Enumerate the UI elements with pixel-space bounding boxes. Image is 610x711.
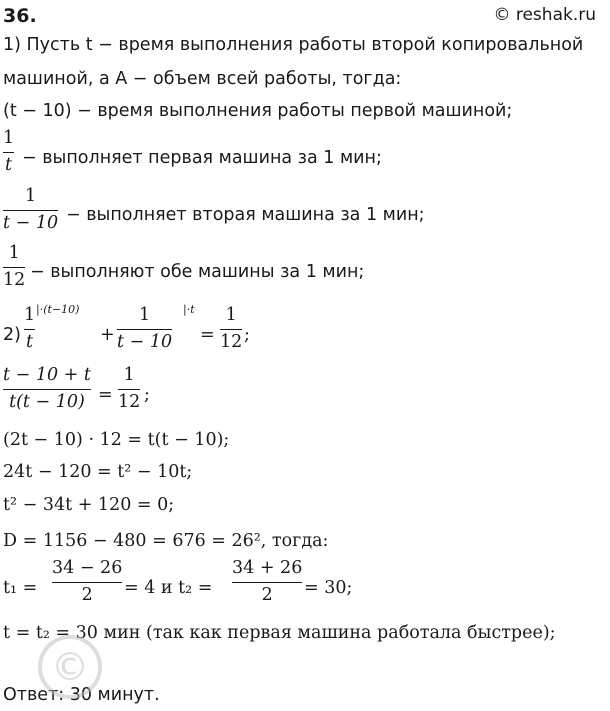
semicolon: ; — [144, 385, 150, 405]
equation-9: t = t₂ = 30 мин (так как первая машина работала быстрее); — [3, 623, 556, 643]
equation-8-frac-a — [52, 560, 122, 604]
equation-2-frac-b — [117, 307, 172, 351]
fraction-denominator: t — [26, 331, 34, 352]
site-credit: © reshak.ru — [493, 5, 596, 25]
fraction-bar — [24, 329, 35, 330]
multiplier-annotation-2: |·t — [183, 303, 195, 316]
fraction-1-over-12 — [3, 245, 25, 289]
fraction-numerator: 1 — [8, 243, 20, 263]
fraction-numerator: 34 + 26 — [232, 558, 303, 578]
solution-line-3: (t − 10) − время выполнения работы первой машиной; — [3, 101, 513, 121]
fraction-denominator: 2 — [261, 584, 273, 605]
fraction-bar — [232, 582, 302, 583]
fraction-bar — [52, 582, 122, 583]
fraction-denominator: 2 — [81, 584, 93, 605]
solution-line-4: − выполняет первая машина за 1 мин; — [22, 148, 382, 168]
problem-number: 36. — [3, 5, 37, 27]
fraction-numerator: 34 − 26 — [52, 558, 123, 578]
fraction-numerator: 1 — [24, 305, 36, 325]
fraction-numerator: 1 — [123, 365, 135, 385]
answer-line: Ответ: 30 минут. — [3, 685, 160, 705]
equation-8-middle: = 4 и t₂ = — [124, 578, 213, 598]
solution-line-2: машиной, а A − объем всей работы, тогда: — [3, 69, 402, 89]
equation-8-frac-b — [232, 560, 302, 604]
solution-line-5: − выполняет вторая машина за 1 мин; — [66, 205, 425, 225]
fraction-bar — [3, 267, 25, 268]
plus-sign: + — [100, 325, 115, 345]
fraction-bar — [3, 152, 14, 153]
fraction-1-over-t-minus-10 — [3, 188, 58, 232]
equation-5: 24t − 120 = t² − 10t; — [3, 462, 193, 482]
fraction-numerator: 1 — [225, 305, 237, 325]
equation-3-frac-a — [3, 367, 91, 411]
copyright-watermark-icon: © — [38, 635, 102, 699]
fraction-denominator: 12 — [118, 391, 141, 412]
fraction-numerator: 1 — [3, 128, 15, 148]
fraction-bar — [118, 389, 140, 390]
equation-2-frac-a — [24, 307, 35, 351]
fraction-denominator: 12 — [220, 331, 243, 352]
fraction-bar — [220, 329, 242, 330]
fraction-1-over-t — [3, 130, 14, 174]
fraction-bar — [117, 329, 172, 330]
fraction-denominator: t(t − 10) — [9, 391, 85, 412]
fraction-denominator: 12 — [3, 269, 26, 290]
equation-6: t² − 34t + 120 = 0; — [3, 495, 175, 515]
equation-8-t1: t₁ = — [3, 578, 38, 598]
fraction-denominator: t − 10 — [3, 212, 59, 233]
solution-line-1: 1) Пусть t − время выполнения работы второй копировальной — [3, 35, 584, 55]
equals-sign: = — [200, 325, 215, 345]
fraction-numerator: 1 — [24, 186, 37, 206]
equals-sign: = — [98, 385, 113, 405]
equation-8-end: = 30; — [304, 578, 353, 598]
fraction-numerator: t − 10 + t — [3, 365, 91, 385]
semicolon: ; — [244, 325, 250, 345]
equation-2-prefix: 2) — [3, 325, 21, 345]
equation-7: D = 1156 − 480 = 676 = 26², тогда: — [3, 531, 329, 551]
fraction-bar — [3, 389, 91, 390]
multiplier-annotation-1: |·(t−10) — [36, 303, 80, 316]
equation-4: (2t − 10) · 12 = t(t − 10); — [3, 430, 230, 450]
fraction-bar — [3, 210, 58, 211]
fraction-denominator: t — [5, 154, 13, 175]
solution-line-6: − выполняют обе машины за 1 мин; — [30, 262, 365, 282]
fraction-numerator: 1 — [138, 305, 151, 325]
fraction-denominator: t − 10 — [117, 331, 173, 352]
equation-2-frac-c — [220, 307, 242, 351]
equation-3-frac-b — [118, 367, 140, 411]
